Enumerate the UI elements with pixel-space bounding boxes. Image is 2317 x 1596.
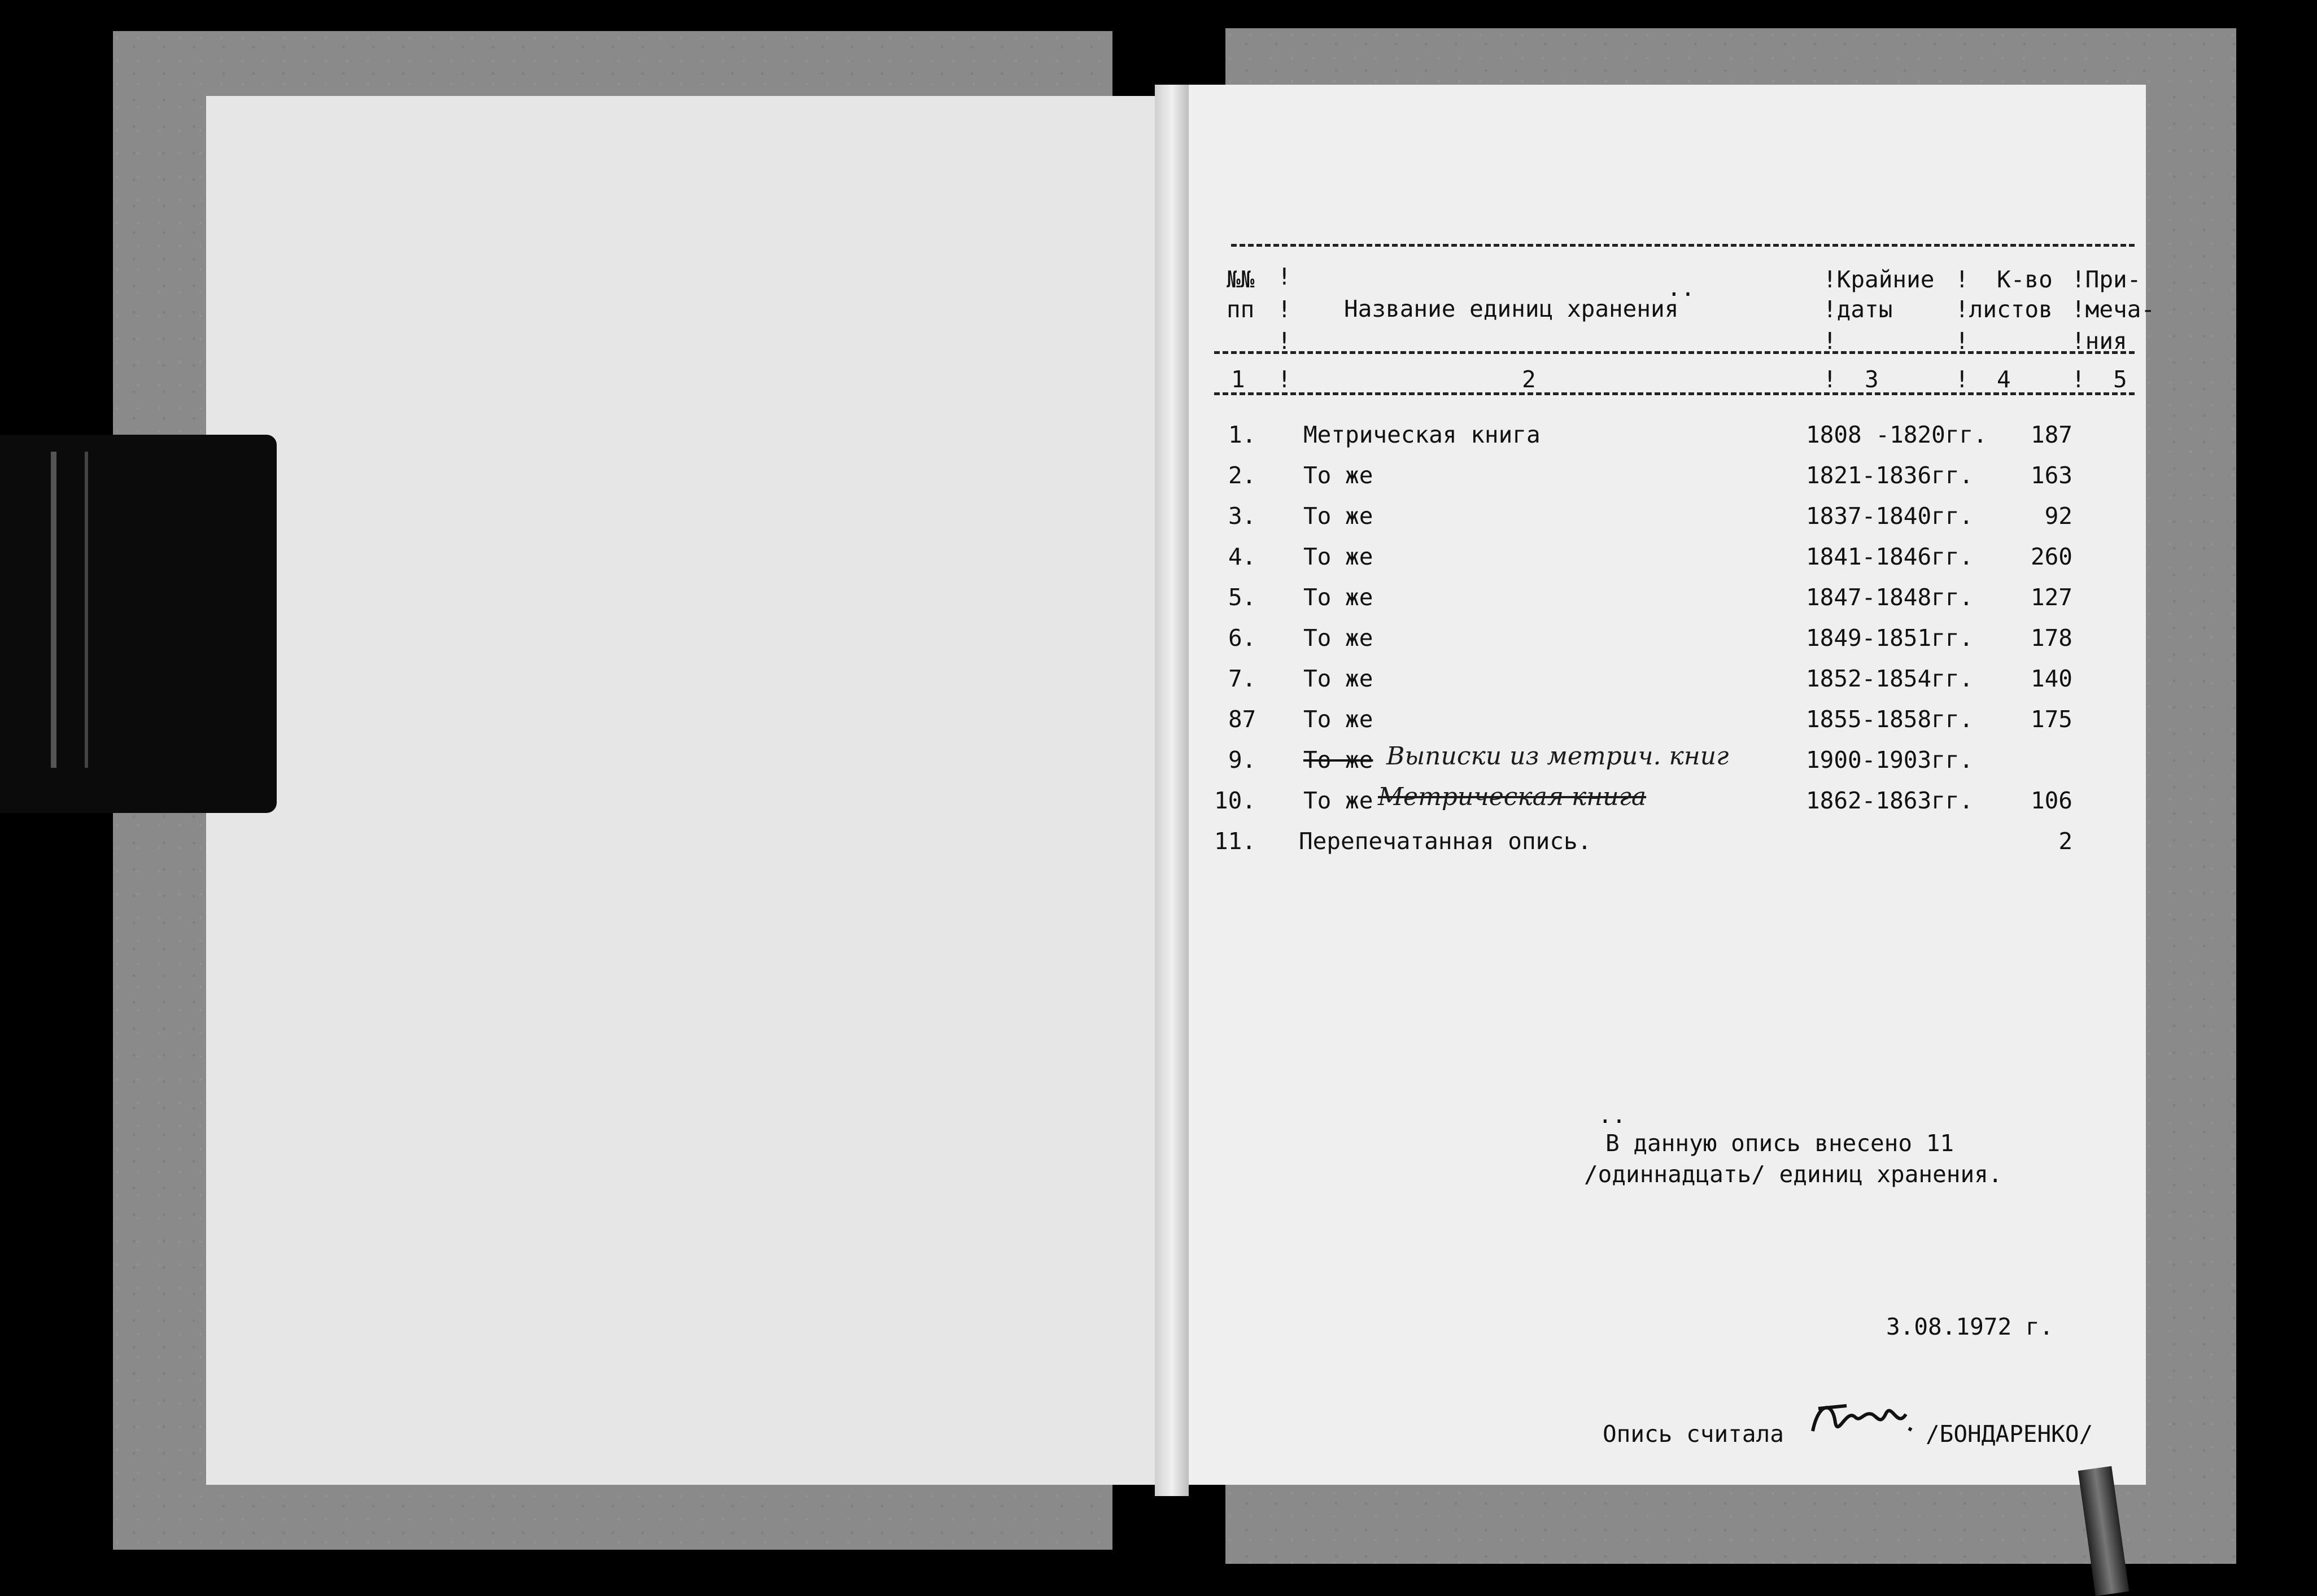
row-sheets: 2 bbox=[2058, 828, 2072, 855]
footer-prefix: Опись считала bbox=[1603, 1420, 1784, 1448]
row-sheets: 92 bbox=[2044, 502, 2072, 530]
row-number: 11. bbox=[1214, 828, 1256, 855]
header-col4-line2: !листов bbox=[1955, 296, 2053, 323]
colnum-5: ! 5 bbox=[2071, 366, 2127, 393]
signature-icon bbox=[1807, 1392, 1920, 1442]
row-name-handwritten: Выписки из метрич. книг bbox=[1386, 742, 1729, 771]
row-number: 7. bbox=[1228, 665, 1256, 692]
colnum-3: ! 3 bbox=[1823, 366, 1879, 393]
row-dates: 1849-1851гг. bbox=[1806, 624, 1974, 651]
summary-line2: /одиннадцать/ единиц хранения. bbox=[1584, 1161, 2002, 1188]
row-dates: 1852-1854гг. bbox=[1806, 665, 1974, 692]
row-sheets: 106 bbox=[2030, 787, 2072, 814]
row-number: 9. bbox=[1228, 746, 1256, 773]
row-name: То же bbox=[1303, 584, 1373, 611]
row-sheets: 260 bbox=[2030, 543, 2072, 570]
inventory-page bbox=[1186, 85, 2146, 1485]
row-number: 2. bbox=[1228, 462, 1256, 489]
row-name: Перепечатанная опись. bbox=[1299, 828, 1592, 855]
row-sheets: 140 bbox=[2030, 665, 2072, 692]
book-spine bbox=[1155, 85, 1189, 1496]
row-dates: 1900-1903гг. bbox=[1806, 746, 1974, 773]
header-col5-line1: !При- bbox=[2071, 266, 2141, 293]
colnum-2: 2 bbox=[1522, 366, 1536, 393]
header-col2-dots: .. bbox=[1667, 274, 1695, 301]
document-date: 3.08.1972 г. bbox=[1886, 1313, 2054, 1340]
row-sheets: 163 bbox=[2030, 462, 2072, 489]
header-col1-line2: пп bbox=[1227, 296, 1255, 323]
row-number: 5. bbox=[1228, 584, 1256, 611]
footer-name: /БОНДАРЕНКО/ bbox=[1926, 1420, 2093, 1448]
row-dates: 1862-1863гг. bbox=[1806, 787, 1974, 814]
row-name: То же bbox=[1303, 706, 1373, 733]
row-sheets: 175 bbox=[2030, 706, 2072, 733]
row-number: 87 bbox=[1228, 706, 1256, 733]
row-number: 10. bbox=[1214, 787, 1256, 814]
row-dates: 1847-1848гг. bbox=[1806, 584, 1974, 611]
header-col1-line1: №№ bbox=[1227, 266, 1255, 293]
header-col4-line3: ! bbox=[1955, 327, 1969, 355]
row-number: 3. bbox=[1228, 502, 1256, 530]
row-dates: 1837-1840гг. bbox=[1806, 502, 1974, 530]
row-name: То же bbox=[1303, 624, 1373, 651]
header-col1-sep1: ! bbox=[1277, 263, 1291, 290]
row-number: 6. bbox=[1228, 624, 1256, 651]
blank-left-page bbox=[206, 96, 1160, 1485]
row-name-struck: То же bbox=[1303, 746, 1373, 773]
colnum-sep: ! bbox=[1277, 366, 1291, 393]
row-dates: 1841-1846гг. bbox=[1806, 543, 1974, 570]
summary-line1: В данную опись внесено 11 bbox=[1605, 1130, 1954, 1157]
header-col3-line2: !даты bbox=[1823, 296, 1893, 323]
header-col1-sep3: ! bbox=[1277, 327, 1291, 355]
header-mid-rule bbox=[1214, 351, 2135, 354]
header-col5-line2: !меча- bbox=[2071, 296, 2155, 323]
row-sheets: 127 bbox=[2030, 584, 2072, 611]
row-sheets: 178 bbox=[2030, 624, 2072, 651]
row-name: То же bbox=[1303, 502, 1373, 530]
row-number: 1. bbox=[1228, 421, 1256, 448]
row-name: То же bbox=[1303, 462, 1373, 489]
row-dates: 1855-1858гг. bbox=[1806, 706, 1974, 733]
row-name-handwritten: Метрическая книга bbox=[1378, 782, 1647, 811]
header-col2-label: Название единиц хранения bbox=[1344, 295, 1679, 322]
row-name: То же bbox=[1303, 787, 1373, 814]
header-col3-line3: ! bbox=[1823, 327, 1837, 355]
summary-dots: .. bbox=[1598, 1101, 1626, 1129]
row-name: То же bbox=[1303, 543, 1373, 570]
header-top-rule bbox=[1231, 244, 2135, 247]
row-name: Метрическая книга bbox=[1303, 421, 1541, 448]
row-name: То же bbox=[1303, 665, 1373, 692]
header-col3-line1: !Крайние bbox=[1823, 266, 1935, 293]
header-col5-line3: !ния bbox=[2071, 327, 2127, 355]
colnum-1: 1 bbox=[1231, 366, 1245, 393]
row-dates: 1808 -1820гг. bbox=[1806, 421, 1987, 448]
header-col1-sep2: ! bbox=[1277, 296, 1291, 323]
colnum-4: ! 4 bbox=[1955, 366, 2011, 393]
header-col4-line1: ! К-во bbox=[1955, 266, 2053, 293]
row-sheets: 187 bbox=[2030, 421, 2072, 448]
binder-clip bbox=[0, 435, 277, 813]
row-dates: 1821-1836гг. bbox=[1806, 462, 1974, 489]
row-number: 4. bbox=[1228, 543, 1256, 570]
